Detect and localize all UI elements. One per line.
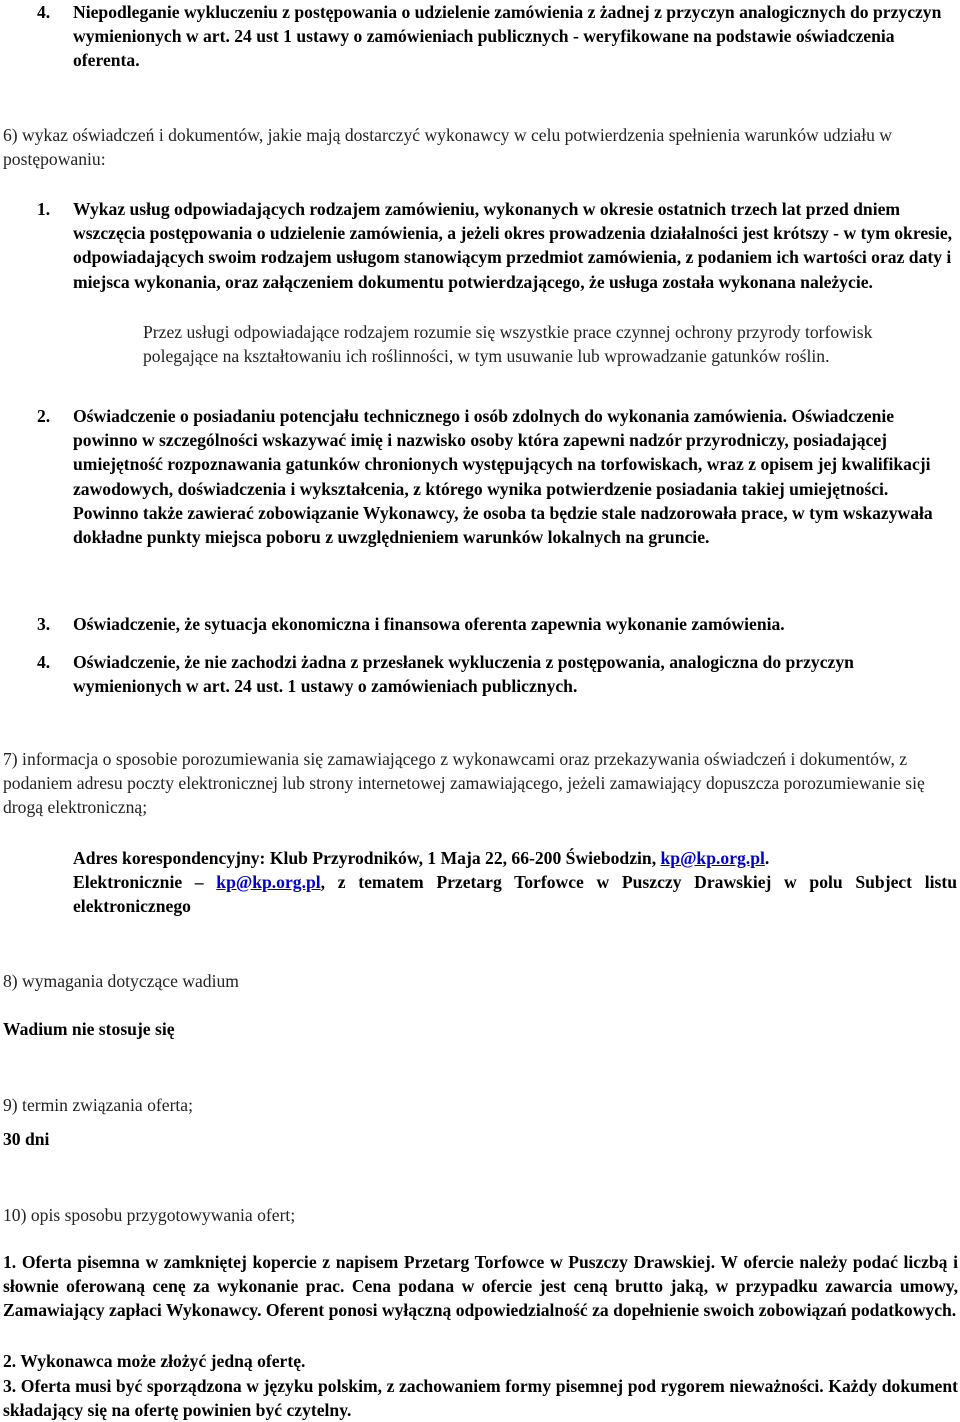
- item-number: 4.: [37, 652, 51, 672]
- wadium-value: Wadium nie stosuje się: [3, 1019, 175, 1039]
- section-heading-10: 10) opis sposobu przygotowywania ofert;: [3, 1205, 296, 1225]
- item-text: Niepodleganie wykluczeniu z postępowania o udzielenie zamówienia z żadnej z przyczyn analogicznych do przyczyn wymienionych w art. 24 ust 1 ustawy o zamówieniach publicznych - weryfikowane na podstawie oświadczenia oferenta.: [73, 2, 942, 71]
- binding-term-value: 30 dni: [3, 1129, 50, 1149]
- section-heading-7: 7) informacja o sposobie porozumiewania się zamawiającego z wykonawcami oraz przekazywania oświadczeń i dokumentów, z podaniem adresu poczty elektronicznej lub strony internetowej zamawiającego, jeżeli zamawiający dopuszcza porozumiewanie się drogą elektroniczną;: [3, 749, 925, 818]
- item-number: 1.: [37, 199, 51, 219]
- offer-paragraph-2: 2. Wykonawca może złożyć jedną ofertę.: [3, 1351, 306, 1371]
- section-heading-8: 8) wymagania dotyczące wadium: [3, 971, 239, 991]
- email-link[interactable]: kp@kp.org.pl: [660, 848, 765, 868]
- electronic-text: Elektronicznie –: [73, 872, 217, 892]
- section-heading-6: 6) wykaz oświadczeń i dokumentów, jakie mają dostarczyć wykonawcy w celu potwierdzenia spełnienia warunków udziału w postępowaniu:: [3, 125, 892, 170]
- item-text: Oświadczenie o posiadaniu potencjału technicznego i osób zdolnych do wykonania zamówienia. Oświadczenie powinno w szczególności wskazywać imię i nazwisko osoby która zapewni nadzór przyrodniczy, posiadającej umiejętność rozpoznawania gatunków chronionych występujących na torfowiskach, wraz z opisem jej kwalifikacji zawodowych, doświadczenia i wykształcenia, z którego wynika potwierdzenie posiadania takiej umiejętności. Powinno także zawierać zobowiązanie Wykonawcy, że osoba ta będzie stale nadzorowała prace, w tym wskazywała dokładne punkty miejsca poboru z uwzględnieniem warunków lokalnych na gruncie.: [73, 406, 933, 548]
- item-text: Oświadczenie, że sytuacja ekonomiczna i finansowa oferenta zapewnia wykonanie zamówienia.: [73, 614, 785, 634]
- item-text: Oświadczenie, że nie zachodzi żadna z przesłanek wykluczenia z postępowania, analogiczna do przyczyn wymienionych w art. 24 ust. 1 ustawy o zamówieniach publicznych.: [73, 652, 854, 697]
- contact-electronic: [73, 870, 957, 918]
- item-number: 4.: [37, 2, 51, 22]
- item-note: Przez usługi odpowiadające rodzajem rozumie się wszystkie prace czynnej ochrony przyrody torfowisk polegające na kształtowaniu ich roślinności, w tym usuwanie lub wprowadzanie gatunków roślin.: [143, 322, 873, 367]
- address-text: Adres korespondencyjny: Klub Przyrodników, 1 Maja 22, 66-200 Świebodzin,: [73, 848, 661, 868]
- item-text: Wykaz usług odpowiadających rodzajem zamówieniu, wykonanych w okresie ostatnich trzech lat przed dniem wszczęcia postępowania o udzielenie zamówienia, a jeżeli okres prowadzenia działalności jest krótszy - w tym okresie, odpowiadających swoim rodzajem usługom stanowiącym przedmiot zamówienia, z podaniem ich wartości oraz daty i miejsca wykonania, oraz załączeniem dokumentu potwierdzającego, że usługa została wykonana należycie.: [73, 199, 953, 292]
- item-number: 2.: [37, 406, 51, 426]
- item-number: 3.: [37, 614, 51, 634]
- address-suffix: .: [764, 848, 770, 868]
- email-link[interactable]: kp@kp.org.pl: [216, 872, 321, 892]
- electronic-suffix: , z tematem Przetarg Torfowce w Puszczy Drawskiej w polu Subject listu elektronicznego: [73, 872, 957, 917]
- section-heading-9: 9) termin związania oferta;: [3, 1095, 194, 1115]
- offer-paragraph-3: 3. Oferta musi być sporządzona w języku polskim, z zachowaniem formy pisemnej pod rygorem nieważności. Każdy dokument składający się na ofertę powinien być czytelny.: [3, 1376, 958, 1421]
- contact-address: [73, 846, 957, 870]
- offer-paragraph-1: 1. Oferta pisemna w zamkniętej kopercie z napisem Przetarg Torfowce w Puszczy Drawskiej. W ofercie należy podać liczbą i słownie oferowaną cenę za wykonanie prac. Cena podana w ofercie jest ceną brutto jaką, w przypadku zawarcia umowy, Zamawiający zapłaci Wykonawcy. Oferent ponosi wyłączną odpowiedzialność za dopełnienie swoich zobowiązań podatkowych.: [3, 1252, 958, 1321]
